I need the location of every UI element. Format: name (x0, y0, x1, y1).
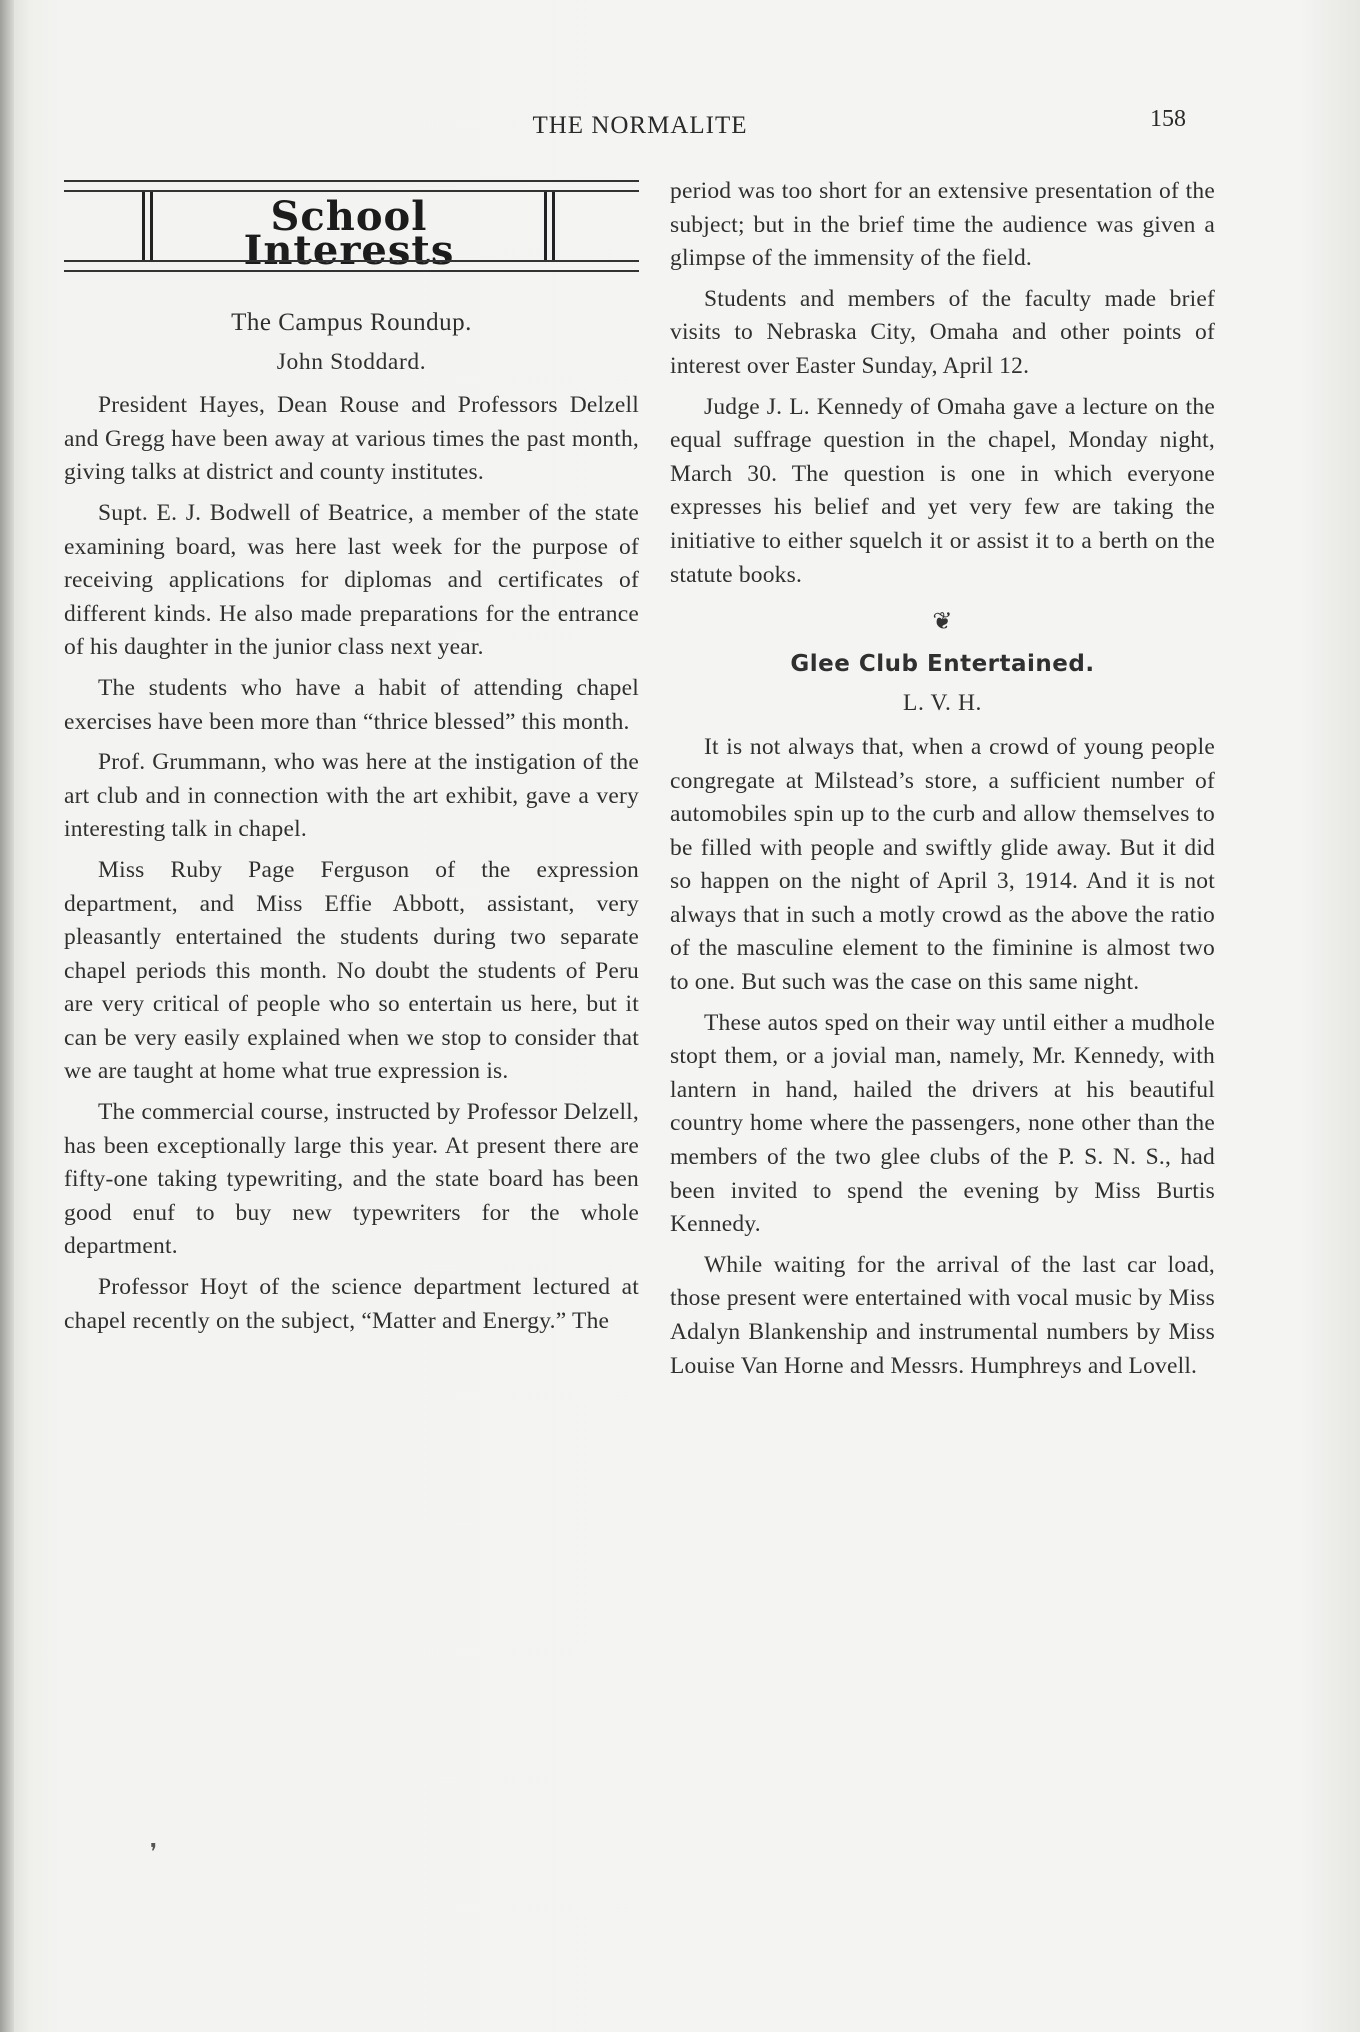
left-column (64, 180, 639, 1345)
paragraph: Professor Hoyt of the science department lectured at chapel recently on the subject, “Matter and Energy.” The (64, 1274, 639, 1334)
paragraph: Prof. Grummann, who was here at the instigation of the art club and in connection with the art exhibit, gave a very interesting talk in chapel. (64, 749, 639, 843)
paragraph: Judge J. L. Kennedy of Omaha gave a lecture on the equal suffrage question in the chapel, Monday night, March 30. The question is one in which everyone expresses his belief and yet very few are taking the initiative to either squelch it or assist it to a berth on the statute books. (670, 393, 1215, 588)
paragraph: President Hayes, Dean Rouse and Professors Delzell and Gregg have been away at various times the past month, giving talks at district and county institutes. (64, 392, 639, 486)
article-title: The Campus Roundup. (231, 309, 472, 336)
paragraph: These autos sped on their way until either a mudhole stopt them, or a jovial man, namely, Mr. Kennedy, with lantern in hand, hailed the drivers at his beautiful country home where the passengers, none other than the members of the two glee clubs of the P. S. N. S., had been invited to spend the evening by Miss Burtis Kennedy. (670, 1009, 1215, 1238)
right-column (670, 175, 1215, 1390)
paragraph: Students and members of the faculty made brief visits to Nebraska City, Omaha and other points of interest over Easter Sunday, April 12. (670, 285, 1215, 379)
header-bar (544, 192, 547, 262)
header-bar (142, 192, 145, 262)
header-bar (150, 192, 153, 262)
article-byline: John Stoddard. (276, 348, 427, 375)
ornament-icon: ❦ (932, 609, 953, 636)
header-rule (64, 270, 639, 272)
paragraph: Supt. E. J. Bodwell of Beatrice, a member of the state examining board, was here last week for the purpose of receiving applications for diplomas and certificates of different kinds. He also made preparations for the entrance of his daughter in the junior class next year. (64, 499, 639, 661)
article-byline: L. V. H. (902, 690, 983, 717)
paragraph: It is not always that, when a crowd of young people congregate at Milstead’s store, a sufficient number of automobiles spin up to the curb and allow themselves to be filled with people and swiftly glide away. But it did so happen on the night of April 3, 1914. And it is not always that in such a motly crowd as the above the ratio of the masculine element to the fiminine is almost two to one. But such was the case on this same night. (670, 733, 1215, 996)
article-title: Glee Club Entertained. (790, 650, 1095, 677)
paragraph: The students who have a habit of attending chapel exercises have been more than “thrice blessed” this month. (64, 674, 639, 735)
print-speck: ❜ (150, 1840, 158, 1865)
binding-edge (0, 0, 14, 2032)
section-header (64, 180, 639, 290)
page-number: 158 (1150, 106, 1186, 132)
paragraph: While waiting for the arrival of the last car load, those present were entertained with vocal music by Miss Adalyn Blankenship and instrumental numbers by Miss Louise Van Horne and Messrs. Humphreys and Lovell. (670, 1251, 1215, 1379)
section-title: School Interests (243, 193, 455, 274)
running-title: THE NORMALITE (532, 112, 748, 139)
paragraph: Miss Ruby Page Ferguson of the expression department, and Miss Effie Abbott, assistant, very pleasantly entertained the students during two separate chapel periods this month. No doubt the students of Peru are very critical of people who so entertain us here, but it can be very easily explained when we stop to consider that we are taught at home what true expression is. (64, 856, 639, 1085)
continued-paragraph: period was too short for an extensive presentation of the subject; but in the brief time the audience was given a glimpse of the immensity of the field. (670, 178, 1215, 272)
header-bar (552, 192, 555, 262)
header-rule (64, 260, 639, 262)
paragraph: The commercial course, instructed by Professor Delzell, has been exceptionally large this year. At present there are fifty-one taking typewriting, and the state board has been good enuf to buy new typewriters for the whole department. (64, 1099, 639, 1260)
header-rule (64, 180, 639, 182)
